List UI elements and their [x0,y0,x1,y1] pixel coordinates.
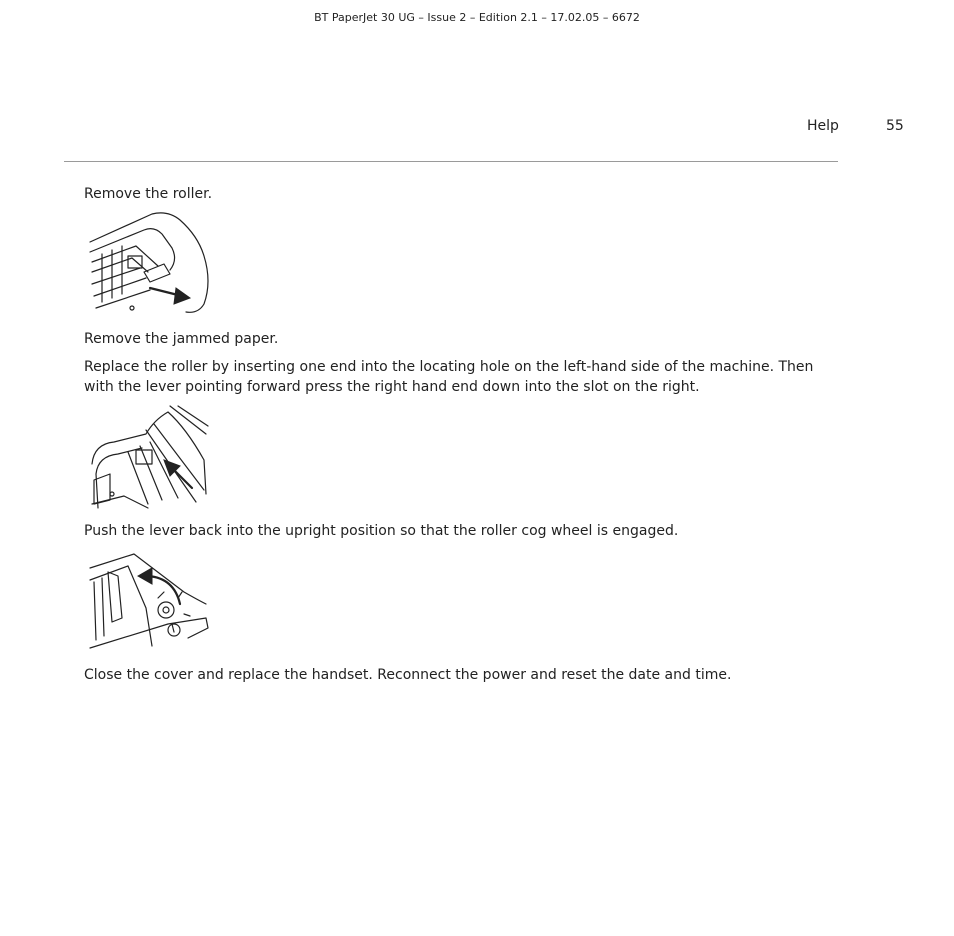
push-lever-illustration [88,548,210,656]
header-divider [64,161,838,162]
step-close-cover: Close the cover and replace the handset. Reconnect the power and reset the date and time. [84,667,732,683]
step-remove-paper: Remove the jammed paper. [84,331,279,347]
page-number: 55 [886,118,904,134]
step-push-lever: Push the lever back into the upright position so that the roller cog wheel is engaged. [84,523,679,539]
step-remove-roller: Remove the roller. [84,186,213,202]
section-title: Help [807,118,839,134]
step-replace-roller: Replace the roller by inserting one end into the locating hole on the left-hand side of the machine. Then with the lever pointing forward press the right hand end down into the slot on the right. [84,359,814,395]
remove-roller-illustration [88,212,210,320]
running-header: BT PaperJet 30 UG – Issue 2 – Edition 2.1 – 17.02.05 – 6672 [314,11,640,24]
replace-roller-illustration [88,404,210,514]
